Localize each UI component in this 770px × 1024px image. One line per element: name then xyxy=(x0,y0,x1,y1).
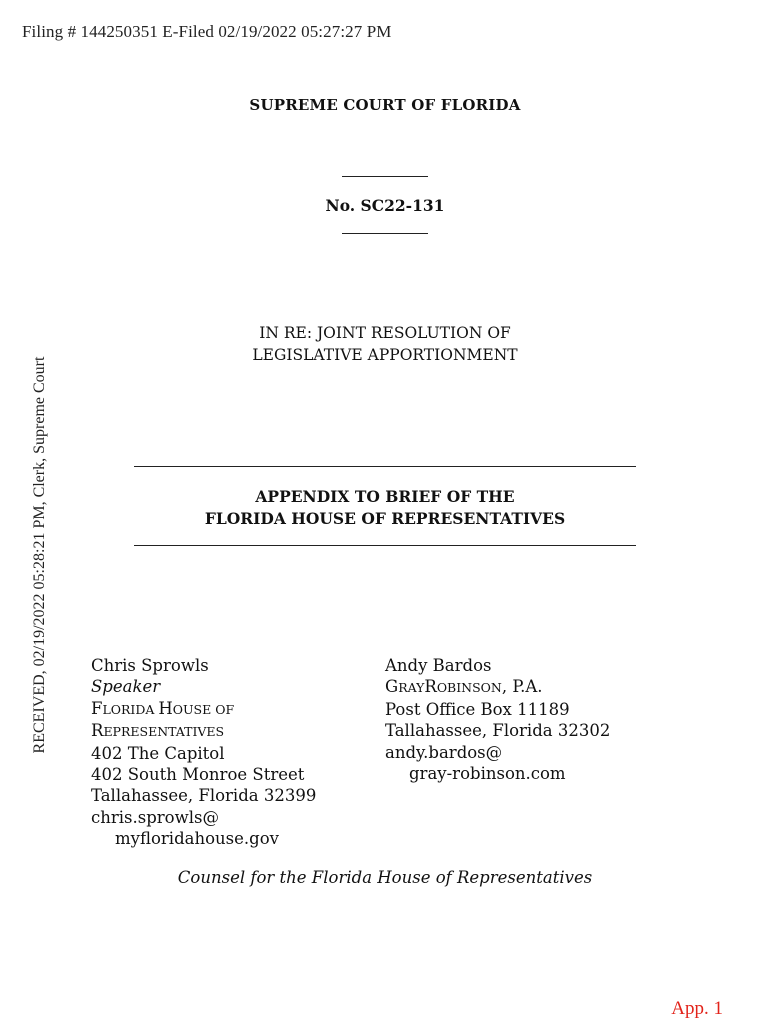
case-number-rule-top xyxy=(342,176,428,177)
counsel-email-1: andy.bardos@ xyxy=(385,742,503,762)
document-title xyxy=(0,486,770,530)
counsel-address-1: Post Office Box 11189 xyxy=(385,699,570,719)
document-title-line-1: APPENDIX TO BRIEF OF THE xyxy=(255,487,515,506)
document-title-rule-bottom xyxy=(134,545,636,546)
counsel-city: Tallahassee, Florida 32302 xyxy=(385,721,611,741)
counsel-block-left xyxy=(91,655,316,850)
counsel-address-1: 402 The Capitol xyxy=(91,743,225,763)
document-title-rule-top xyxy=(134,466,636,467)
counsel-org-line-1: FLORIDA HOUSE OF xyxy=(91,698,235,718)
counsel-name: Chris Sprowls xyxy=(91,656,209,675)
document-title-line-2: FLORIDA HOUSE OF REPRESENTATIVES xyxy=(204,509,566,528)
counsel-city: Tallahassee, Florida 32399 xyxy=(91,786,317,806)
case-number: No. SC22-131 xyxy=(325,196,445,215)
counsel-email-1: chris.sprowls@ xyxy=(91,807,219,827)
counsel-email-2: myfloridahouse.gov xyxy=(115,829,279,849)
filing-header: Filing # 144250351 E-Filed 02/19/2022 05:27:27 PM xyxy=(22,22,392,41)
counsel-org-line-2: REPRESENTATIVES xyxy=(91,721,225,741)
received-stamp: RECEIVED, 02/19/2022 05:28:21 PM, Clerk, Supreme Court xyxy=(31,356,48,754)
counsel-firm: GRAYROBINSON, P.A. xyxy=(385,677,543,697)
counsel-email-2: gray-robinson.com xyxy=(409,764,566,784)
case-title xyxy=(0,322,770,366)
appendix-page-number: App. 1 xyxy=(671,998,723,1019)
counsel-name: Andy Bardos xyxy=(385,656,492,675)
counsel-address-2: 402 South Monroe Street xyxy=(91,765,305,785)
case-title-line-1: IN RE: JOINT RESOLUTION OF xyxy=(259,324,511,342)
case-title-line-2: LEGISLATIVE APPORTIONMENT xyxy=(252,346,518,364)
counsel-block-right xyxy=(385,655,610,784)
counsel-for-line: Counsel for the Florida House of Representatives xyxy=(177,868,593,887)
counsel-title: Speaker xyxy=(91,677,161,697)
case-number-rule-bottom xyxy=(342,233,428,234)
court-name: SUPREME COURT OF FLORIDA xyxy=(249,96,521,114)
